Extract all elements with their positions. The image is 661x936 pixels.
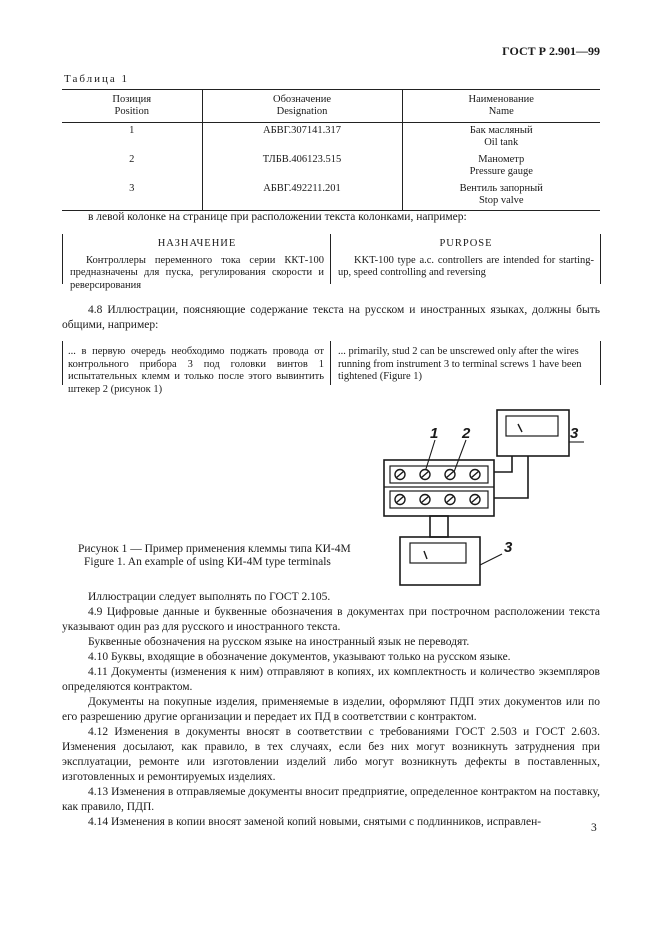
table-row bbox=[62, 123, 600, 153]
column-header-designation: Обозначение Designation bbox=[202, 90, 402, 123]
section-4-8-text: 4.8 Иллюстрации, поясняющие содержание текста на русском и иностранных языках, должны быть общими, например: bbox=[62, 304, 600, 331]
column-header-position: Позиция Position bbox=[62, 90, 202, 123]
column-rule bbox=[62, 234, 63, 284]
instrument-upper-dial bbox=[506, 416, 558, 436]
paragraph: 4.12 Изменения в документы вносят в соответствии с требованиями ГОСТ 2.503 и ГОСТ 2.603. Изменения досылают, как правило, в тех случаях, если без них могут возникнуть затруднения при эксплуатации, ремонте или изготовлении изделий либо могут возникнуть дефекты в поставленных, изготовленных и ремонтируемых изделиях. bbox=[62, 726, 600, 783]
document-header: ГОСТ Р 2.901—99 bbox=[502, 44, 600, 58]
wire bbox=[494, 456, 512, 472]
figure-caption bbox=[78, 543, 351, 569]
column-title-en: PURPOSE bbox=[439, 238, 493, 249]
example-column-en bbox=[338, 238, 594, 280]
body-text bbox=[62, 590, 600, 830]
column-title-ru: НАЗНАЧЕНИЕ bbox=[157, 238, 237, 249]
cell-designation: АБВГ.307141.317 bbox=[202, 123, 402, 153]
cell-designation: АБВГ.492211.201 bbox=[202, 181, 402, 211]
cell-name: Манометр Pressure gauge bbox=[402, 152, 600, 181]
column-rule bbox=[330, 234, 331, 284]
cell-designation: ТЛБВ.406123.515 bbox=[202, 152, 402, 181]
column-rule bbox=[62, 341, 63, 385]
wire bbox=[494, 456, 528, 498]
callout-label: 1 bbox=[430, 425, 439, 442]
paragraph: Буквенные обозначения на русском языке на иностранный язык не переводят. bbox=[88, 636, 470, 648]
column-text-ru: Контроллеры переменного тока серии ККТ-100 предназначены для пуска, регулирования скорости и реверсирования bbox=[70, 254, 324, 291]
table-1 bbox=[62, 89, 600, 211]
cell-position: 2 bbox=[129, 154, 135, 165]
table-row bbox=[62, 181, 600, 211]
column-rule bbox=[600, 341, 601, 385]
paragraph: Документы на покупные изделия, применяемые в изделии, оформляют ПДП этих документов или по его разрешению другие организации и передает их ПД в соответствии с контрактом. bbox=[62, 696, 600, 723]
paragraph: 4.14 Изменения в копии вносят заменой копий новыми, снятыми с подлинников, исправлен- bbox=[88, 816, 542, 828]
column-rule bbox=[600, 234, 601, 284]
instrument-lower-dial bbox=[410, 543, 466, 563]
table-row bbox=[62, 152, 600, 181]
cell-position: 1 bbox=[129, 125, 135, 136]
cell-position: 3 bbox=[62, 181, 202, 211]
paragraph: 4.10 Буквы, входящие в обозначение документов, указывают только на русском языке. bbox=[88, 651, 511, 663]
paragraph: 4.9 Цифровые данные и буквенные обозначения в документах при построчном расположении текста указывают один раз для русского и иностранного текста. bbox=[62, 606, 600, 633]
paragraph: 4.13 Изменения в отправляемые документы вносит предприятие, определенное контрактом на поставку, как правило, ПДП. bbox=[62, 786, 600, 813]
figure-caption-en: Figure 1. An example of using КИ-4М type terminals bbox=[84, 556, 331, 568]
example2-column-ru: ... в первую очередь необходимо поджать провода от контрольного прибора 3 под головки винтов 1 испытательных клемм и только после этого вывинтить штекер 2 (рисунок 1) bbox=[68, 346, 324, 395]
table-caption: Таблица 1 bbox=[64, 73, 130, 85]
example2-column-en: ... primarily, stud 2 can be unscrewed only after the wires running from instrument 3 to terminal screws 1 have been tightened (Figure 1) bbox=[338, 346, 582, 382]
page-number: 3 bbox=[591, 822, 597, 834]
paragraph: Иллюстрации следует выполнять по ГОСТ 2.105. bbox=[88, 591, 331, 603]
instrument-lower bbox=[400, 537, 480, 585]
terminal-stem bbox=[430, 516, 448, 537]
callout-label: 2 bbox=[462, 425, 471, 442]
figure-terminal-diagram bbox=[370, 400, 600, 600]
column-header-name: Наименование Name bbox=[402, 90, 600, 123]
column-rule bbox=[330, 341, 331, 385]
intro-columns-text: в левой колонке на странице при расположении текста колонками, например: bbox=[88, 211, 467, 223]
figure-caption-ru: Рисунок 1 — Пример применения клеммы типа КИ-4М bbox=[78, 543, 351, 555]
cell-name: Вентиль запорный Stop valve bbox=[402, 181, 600, 211]
column-text-en: KKT-100 type a.c. controllers are intended for starting-up, speed controlling and reversing bbox=[338, 254, 594, 278]
example-column-ru bbox=[70, 238, 324, 292]
paragraph: 4.11 Документы (изменения к ним) отправляют в копиях, их комплектность и количество экземпляров определяются контрактом. bbox=[62, 666, 600, 693]
table-header-row bbox=[62, 90, 600, 123]
cell-name: Бак масляный Oil tank bbox=[402, 123, 600, 153]
callout-label: 3 bbox=[570, 425, 579, 442]
callout-label: 3 bbox=[504, 539, 513, 556]
